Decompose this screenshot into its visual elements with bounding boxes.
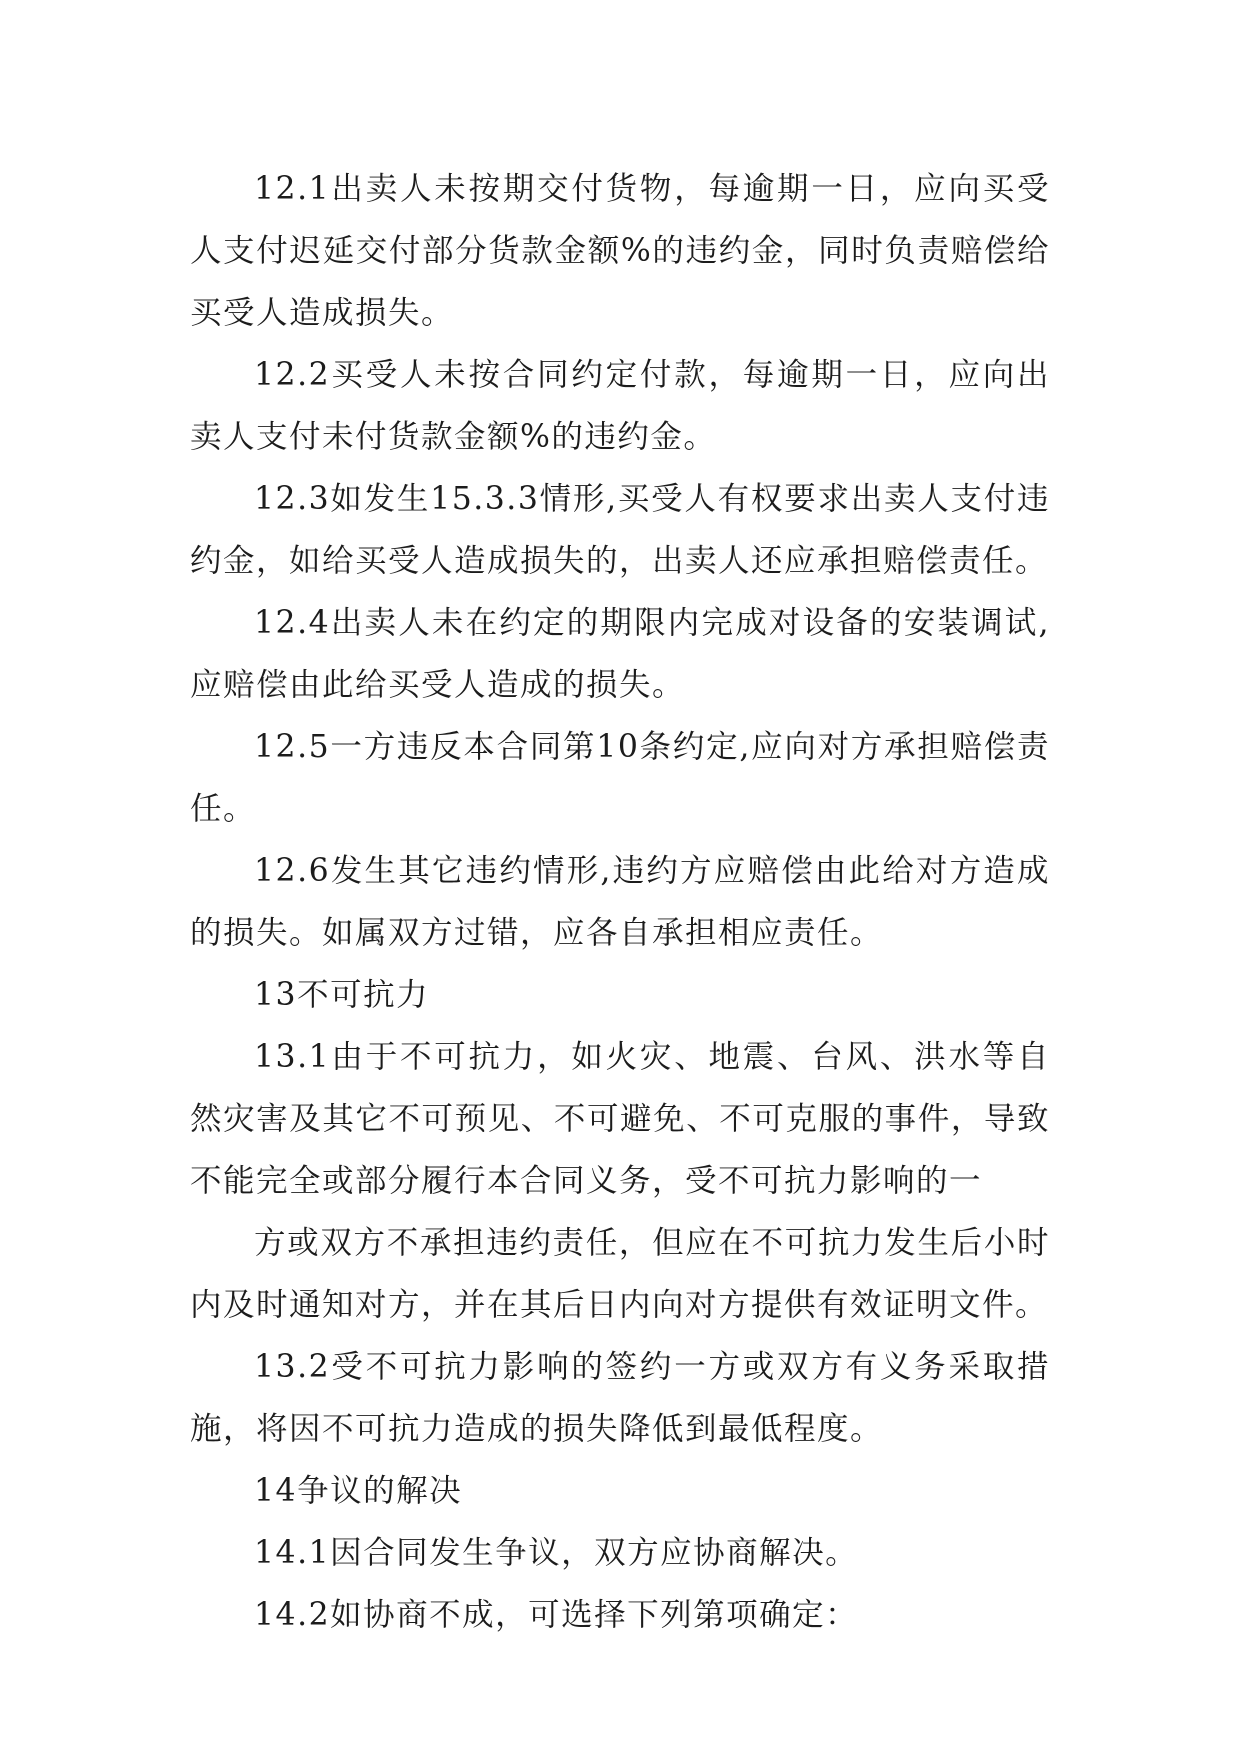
clause-13-2: 13.2受不可抗力影响的签约一方或双方有义务采取措施，将因不可抗力造成的损失降低到最低程度。 [190, 1349, 1050, 1447]
clause-12-4: 12.4出卖人未在约定的期限内完成对设备的安装调试,应赔偿由此给买受人造成的损失。 [190, 605, 1050, 703]
clause-14-2: 14.2如协商不成，可选择下列第项确定： [254, 1597, 859, 1633]
clause-13-1: 13.1由于不可抗力，如火灾、地震、台风、洪水等自然灾害及其它不可预见、不可避免、不可克服的事件，导致不能完全或部分履行本合同义务，受不可抗力影响的一 [190, 1039, 1050, 1199]
clause-12-3: 12.3如发生15.3.3情形,买受人有权要求出卖人支付违约金，如给买受人造成损失的，出卖人还应承担赔偿责任。 [190, 481, 1050, 579]
clause-12-5: 12.5一方违反本合同第10条约定,应向对方承担赔偿责任。 [190, 729, 1050, 827]
section-heading-14: 14争议的解决 [254, 1473, 463, 1509]
clause-13-1-continued: 方或双方不承担违约责任，但应在不可抗力发生后小时内及时通知对方，并在其后日内向对方提供有效证明文件。 [190, 1225, 1050, 1323]
clause-14-1: 14.1因合同发生争议，双方应协商解决。 [254, 1535, 859, 1571]
clause-12-1: 12.1出卖人未按期交付货物，每逾期一日，应向买受人支付迟延交付部分货款金额%的违约金，同时负责赔偿给买受人造成损失。 [190, 171, 1050, 331]
document-body [190, 158, 1050, 1646]
clause-12-6: 12.6发生其它违约情形,违约方应赔偿由此给对方造成的损失。如属双方过错，应各自承担相应责任。 [190, 853, 1050, 951]
clause-12-2: 12.2买受人未按合同约定付款，每逾期一日，应向出卖人支付未付货款金额%的违约金。 [190, 357, 1050, 455]
section-heading-13: 13不可抗力 [254, 977, 430, 1013]
